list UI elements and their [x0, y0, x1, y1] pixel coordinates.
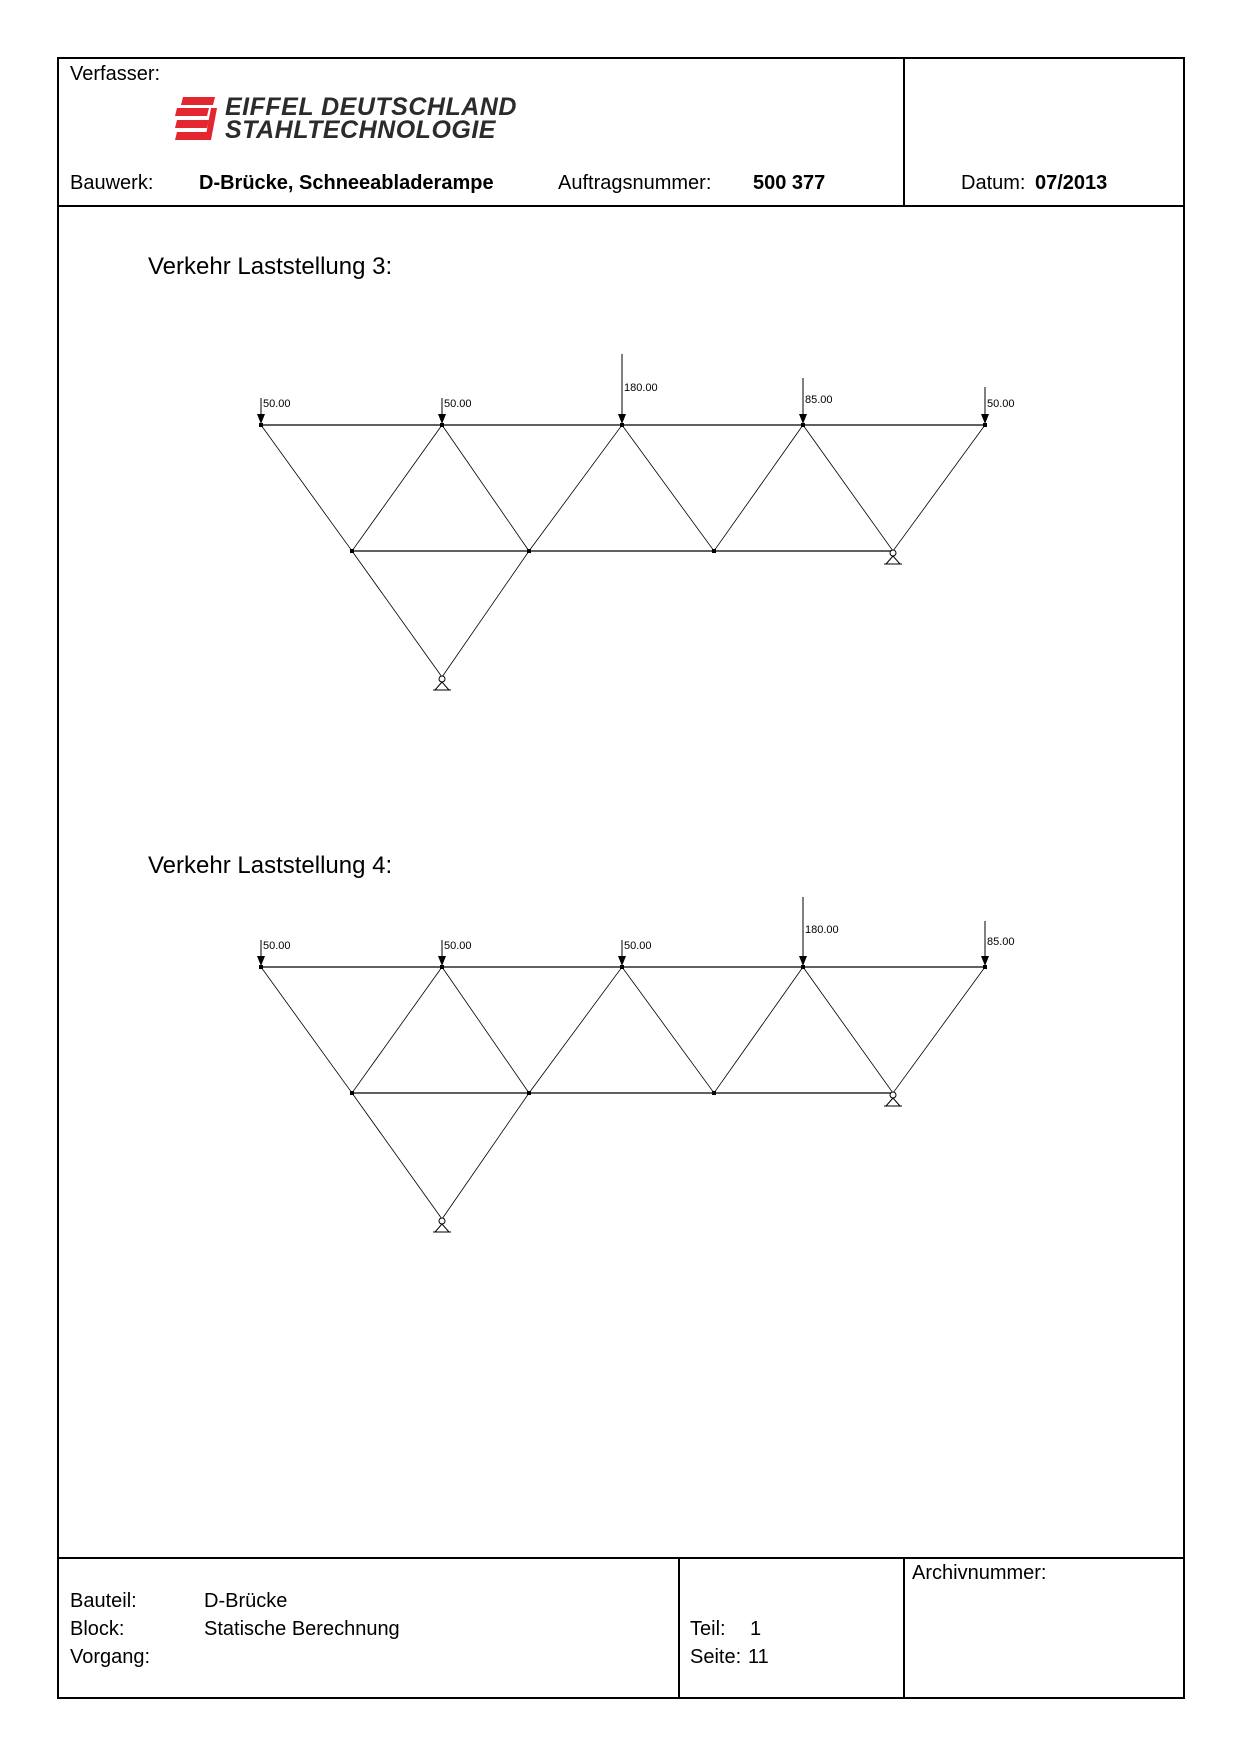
- logo-line-2: STAHLTECHNOLOGIE: [225, 116, 496, 144]
- node: [527, 549, 531, 553]
- load-label-2: 50.00: [444, 940, 472, 952]
- diagonal-members: [261, 967, 985, 1093]
- bauteil-label: Bauteil:: [70, 1590, 137, 1612]
- truss-diagram-1: [0, 340, 1240, 700]
- load-label-3: 50.00: [624, 940, 652, 952]
- footer-divider-2: [903, 1557, 905, 1699]
- block-value: Statische Berechnung: [204, 1618, 400, 1640]
- logo-mark-icon: [175, 96, 219, 142]
- logo-line-1: EIFFEL DEUTSCHLAND: [225, 93, 517, 121]
- load-label-1: 50.00: [263, 940, 291, 952]
- node: [712, 1091, 716, 1095]
- diagram-title-1: Verkehr Laststellung 3:: [148, 253, 393, 280]
- node: [350, 1091, 354, 1095]
- verfasser-label: Verfasser:: [70, 63, 161, 85]
- company-logo: [175, 93, 535, 144]
- auftrag-label: Auftragsnummer:: [558, 172, 712, 194]
- diagram-title-2: Verkehr Laststellung 4:: [148, 852, 393, 879]
- support-bottom: [433, 676, 451, 690]
- node: [712, 549, 716, 553]
- load-label-3: 180.00: [624, 382, 658, 394]
- vorgang-label: Vorgang:: [70, 1646, 151, 1668]
- block-label: Block:: [70, 1618, 125, 1640]
- lower-support-members: [352, 1093, 529, 1219]
- support-bottom: [433, 1218, 451, 1232]
- support-right: [884, 550, 902, 564]
- auftrag-value: 500 377: [753, 172, 826, 194]
- load-label-4: 180.00: [805, 924, 839, 936]
- node: [527, 1091, 531, 1095]
- footer-divider-1: [678, 1557, 680, 1699]
- header-divider: [903, 57, 905, 207]
- teil-value: 1: [750, 1618, 762, 1640]
- load-label-5: 85.00: [987, 936, 1015, 948]
- bauwerk-label: Bauwerk:: [70, 172, 154, 194]
- load-label-4: 85.00: [805, 394, 833, 406]
- load-label-5: 50.00: [987, 398, 1015, 410]
- datum-value: 07/2013: [1035, 172, 1108, 194]
- header-bottom-rule: [57, 205, 1185, 207]
- teil-label: Teil:: [690, 1618, 726, 1640]
- bauwerk-value: D-Brücke, Schneeabladerampe: [199, 172, 494, 194]
- load-label-1: 50.00: [263, 398, 291, 410]
- seite-label: Seite:: [690, 1646, 742, 1668]
- footer-top-rule: [57, 1557, 1185, 1559]
- diagonal-members: [261, 425, 985, 551]
- load-label-2: 50.00: [444, 398, 472, 410]
- lower-support-members: [352, 551, 529, 677]
- archiv-label: Archivnummer:: [912, 1562, 1047, 1584]
- seite-value: 11: [748, 1646, 769, 1668]
- support-right: [884, 1092, 902, 1106]
- truss-diagram-2: [0, 880, 1240, 1240]
- bauteil-value: D-Brücke: [204, 1590, 288, 1612]
- node: [350, 549, 354, 553]
- datum-label: Datum:: [961, 172, 1026, 194]
